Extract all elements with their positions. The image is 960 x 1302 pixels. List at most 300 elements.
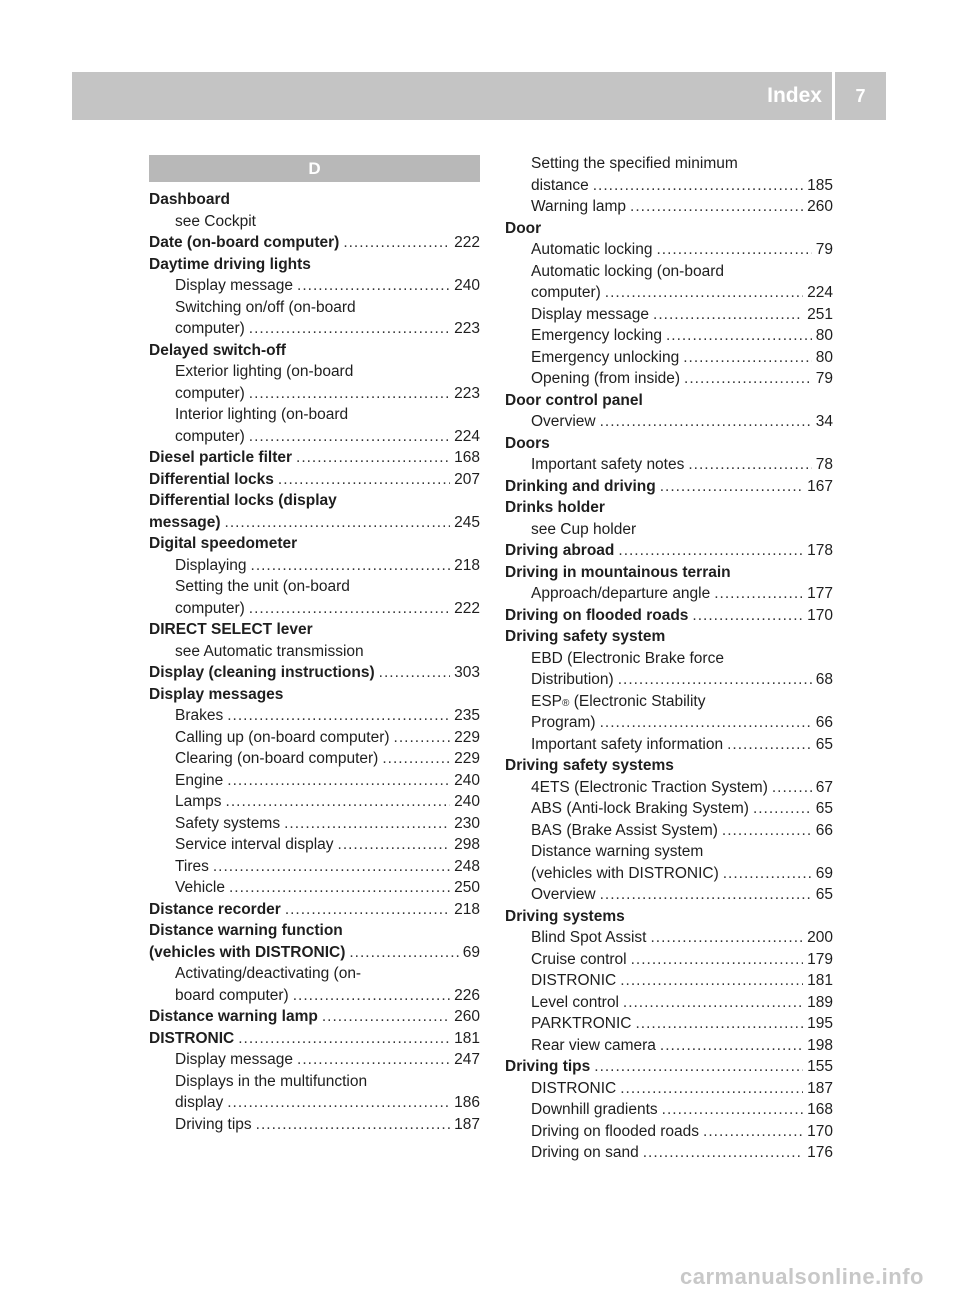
page-reference[interactable]: 176 <box>807 1144 833 1161</box>
index-subentry <box>505 454 833 476</box>
page-reference[interactable]: 229 <box>454 728 480 746</box>
dot-leader <box>297 275 450 297</box>
dot-leader <box>662 1099 803 1121</box>
dot-leader <box>285 899 450 921</box>
index-entry <box>505 562 833 584</box>
index-subentry <box>149 576 480 598</box>
page-reference[interactable]: 65 <box>815 800 833 817</box>
index-subentry <box>505 863 833 885</box>
index-term: Important safety notes <box>531 456 685 473</box>
page-reference[interactable]: 187 <box>807 1079 833 1097</box>
dot-leader <box>251 555 451 577</box>
index-term: display <box>175 1094 224 1111</box>
index-term: ABS (Anti-lock Braking System) <box>531 800 749 817</box>
dot-leader <box>238 1028 450 1050</box>
index-subentry <box>505 841 833 863</box>
dot-leader <box>343 232 450 254</box>
index-term: computer) <box>175 427 245 445</box>
index-term: Driving on flooded roads <box>505 606 689 624</box>
index-entry <box>505 540 833 562</box>
index-term: Setting the unit (on-board <box>175 578 350 595</box>
page-reference[interactable]: 79 <box>815 370 833 387</box>
index-subentry <box>505 884 833 906</box>
index-entry <box>149 942 480 964</box>
index-subentry <box>149 426 480 448</box>
dot-leader <box>227 770 450 792</box>
index-term: computer) <box>531 284 601 301</box>
dot-leader <box>600 884 812 906</box>
index-term: Brakes <box>175 707 224 724</box>
index-column-right <box>505 153 833 1164</box>
index-term: Drinking and driving <box>505 477 656 495</box>
dot-leader <box>727 734 812 756</box>
index-subentry <box>505 970 833 992</box>
page-reference[interactable]: 65 <box>815 886 833 903</box>
index-term: Interior lighting (on-board <box>175 406 349 423</box>
index-subentry <box>149 834 480 856</box>
dot-leader <box>653 304 803 326</box>
section-letter: D <box>149 155 480 182</box>
dot-leader <box>227 1092 450 1114</box>
dot-leader <box>296 447 450 469</box>
index-subentry <box>149 641 480 663</box>
page-reference[interactable]: 298 <box>454 836 480 853</box>
dot-leader <box>293 985 450 1007</box>
index-term: Clearing (on-board computer) <box>175 750 379 767</box>
index-term: Displaying <box>175 556 247 574</box>
index-term: Diesel particle filter <box>149 449 293 466</box>
index-term: message) <box>149 513 221 531</box>
index-subentry <box>149 791 480 813</box>
index-subentry <box>505 669 833 691</box>
page-reference[interactable]: 66 <box>815 821 833 839</box>
dot-leader <box>594 1056 803 1078</box>
page-reference[interactable]: 226 <box>454 986 480 1004</box>
index-entry <box>149 920 480 942</box>
index-subentry <box>149 598 480 620</box>
page-reference[interactable]: 198 <box>807 1036 833 1054</box>
index-term: Daytime driving lights <box>149 255 311 273</box>
index-subentry <box>505 347 833 369</box>
index-subentry <box>505 734 833 756</box>
page-reference[interactable]: 240 <box>454 277 480 294</box>
index-entry <box>149 512 480 534</box>
page-number: 7 <box>855 86 866 106</box>
dot-leader <box>620 970 803 992</box>
index-entry <box>149 619 480 641</box>
index-term: Engine <box>175 771 224 789</box>
index-term: Display message <box>531 305 650 323</box>
index-subentry <box>149 1092 480 1114</box>
dot-leader <box>600 712 812 734</box>
index-term: Driving tips <box>175 1115 252 1133</box>
index-subentry <box>505 239 833 261</box>
dot-leader <box>297 1049 450 1071</box>
index-entry <box>149 1028 480 1050</box>
page-section-title: Index <box>767 84 822 107</box>
page-reference[interactable]: 250 <box>454 879 480 896</box>
index-subentry <box>505 798 833 820</box>
dot-leader <box>213 856 450 878</box>
index-term: PARKTRONIC <box>531 1015 632 1032</box>
dot-leader <box>683 347 812 369</box>
page-reference[interactable]: 69 <box>462 943 480 961</box>
index-subentry <box>149 770 480 792</box>
index-subentry <box>149 297 480 319</box>
watermark: carmanualsonline.info <box>680 1264 924 1289</box>
dot-leader <box>631 949 804 971</box>
dot-leader <box>322 1006 450 1028</box>
index-subentry <box>505 196 833 218</box>
index-subentry <box>149 404 480 426</box>
dot-leader <box>225 512 451 534</box>
index-entry <box>149 899 480 921</box>
index-subentry <box>149 727 480 749</box>
index-term: DISTRONIC <box>149 1029 235 1047</box>
index-term: Distribution) <box>531 671 614 688</box>
dot-leader <box>623 992 803 1014</box>
page-reference[interactable]: 67 <box>815 778 833 796</box>
index-subentry <box>505 992 833 1014</box>
page-reference[interactable]: 223 <box>454 384 480 402</box>
dot-leader <box>692 605 803 627</box>
index-entry <box>505 476 833 498</box>
page-reference[interactable]: 218 <box>454 556 480 574</box>
index-term: Calling up (on-board computer) <box>175 728 390 746</box>
index-subentry <box>505 153 833 175</box>
index-subentry <box>505 583 833 605</box>
page-reference[interactable]: 181 <box>807 972 833 989</box>
index-subentry <box>505 949 833 971</box>
page-reference[interactable]: 187 <box>454 1115 480 1133</box>
index-subentry <box>149 985 480 1007</box>
page-reference[interactable]: 240 <box>454 793 480 810</box>
index-term: Distance warning system <box>531 843 704 860</box>
index-subentry <box>505 927 833 949</box>
page-reference[interactable]: 68 <box>815 671 833 688</box>
index-term: computer) <box>175 320 245 337</box>
index-entry <box>149 469 480 491</box>
index-term: Vehicle <box>175 879 225 896</box>
dot-leader <box>605 282 803 304</box>
index-term: Driving tips <box>505 1058 591 1075</box>
index-subentry <box>149 705 480 727</box>
page-reference[interactable]: 168 <box>454 449 480 466</box>
page-reference[interactable]: 66 <box>815 714 833 731</box>
page-reference[interactable]: 224 <box>454 427 480 445</box>
index-entry <box>505 390 833 412</box>
index-entry <box>149 490 480 512</box>
index-subentry: ESP ® (Electronic Stability <box>505 691 833 713</box>
page-reference[interactable]: 167 <box>807 477 833 495</box>
index-entry <box>505 605 833 627</box>
page-reference[interactable]: 207 <box>454 470 480 488</box>
dot-leader <box>722 820 812 842</box>
index-term: Program) <box>531 714 596 731</box>
index-subentry <box>505 712 833 734</box>
index-subentry <box>149 856 480 878</box>
index-subentry <box>505 777 833 799</box>
index-subentry <box>505 820 833 842</box>
dot-leader <box>643 1142 803 1164</box>
index-term: Tires <box>175 857 209 875</box>
dot-leader <box>618 540 803 562</box>
dot-leader <box>620 1078 803 1100</box>
index-list-left <box>149 189 480 1135</box>
index-entry <box>149 189 480 211</box>
index-subentry <box>505 411 833 433</box>
page-reference[interactable]: 79 <box>815 241 833 258</box>
index-term: Overview <box>531 413 596 430</box>
dot-leader <box>249 383 450 405</box>
index-term: computer) <box>175 384 245 402</box>
dot-leader <box>382 748 450 770</box>
index-subentry <box>149 748 480 770</box>
index-term: Driving in mountainous terrain <box>505 563 731 581</box>
index-term: ESP <box>531 692 563 710</box>
dot-leader <box>684 368 812 390</box>
index-entry <box>505 218 833 240</box>
index-subentry <box>149 211 480 233</box>
index-term: (vehicles with DISTRONIC) <box>149 943 346 961</box>
page-reference[interactable]: 189 <box>807 993 833 1011</box>
index-term: Distance warning function <box>149 922 343 939</box>
page-reference[interactable]: 251 <box>807 305 833 323</box>
index-term: Date (on-board computer) <box>149 234 340 251</box>
index-subentry <box>505 325 833 347</box>
index-term: Important safety information <box>531 735 724 753</box>
page-reference[interactable]: 240 <box>454 771 480 789</box>
index-term: Display messages <box>149 685 284 703</box>
index-subentry <box>149 1071 480 1093</box>
page-reference[interactable]: 34 <box>815 413 833 430</box>
index-term: Differential locks (display <box>149 492 337 509</box>
index-subentry <box>149 275 480 297</box>
dot-leader <box>630 196 803 218</box>
page-reference[interactable]: 181 <box>454 1029 480 1047</box>
index-subentry <box>149 361 480 383</box>
index-term: Dashboard <box>149 191 230 208</box>
index-subentry <box>505 1013 833 1035</box>
index-entry <box>149 254 480 276</box>
index-subentry <box>505 175 833 197</box>
index-term: see Automatic transmission <box>175 642 364 660</box>
index-term: Delayed switch-off <box>149 341 286 359</box>
index-term: Level control <box>531 993 619 1011</box>
dot-leader <box>650 927 803 949</box>
index-term: Driving on flooded roads <box>531 1122 700 1140</box>
index-term: Setting the specified minimum <box>531 155 738 172</box>
dot-leader <box>256 1114 450 1136</box>
index-entry <box>149 662 480 684</box>
page-reference[interactable]: 248 <box>454 857 480 875</box>
index-term: Display message <box>175 277 294 294</box>
index-term: Approach/departure angle <box>531 585 711 602</box>
dot-leader <box>656 239 811 261</box>
index-subentry <box>149 318 480 340</box>
index-entry <box>505 497 833 519</box>
dot-leader <box>660 1035 803 1057</box>
dot-leader <box>618 669 812 691</box>
index-term: Drinks holder <box>505 499 605 516</box>
index-term: distance <box>531 176 589 194</box>
page-reference[interactable]: 218 <box>454 900 480 918</box>
index-term: Differential locks <box>149 470 274 488</box>
index-term: Exterior lighting (on-board <box>175 363 354 380</box>
dot-leader <box>394 727 451 749</box>
index-term: Displays in the multifunction <box>175 1072 368 1090</box>
page-reference[interactable]: 247 <box>454 1051 480 1068</box>
page-reference[interactable]: 170 <box>807 606 833 624</box>
index-term: EBD (Electronic Brake force <box>531 649 724 667</box>
dot-leader <box>723 863 812 885</box>
index-term: Driving systems <box>505 907 625 925</box>
dot-leader <box>226 791 451 813</box>
index-term: see Cup holder <box>531 520 637 538</box>
index-term: Activating/deactivating (on- <box>175 965 362 982</box>
page-reference[interactable]: 260 <box>454 1008 480 1025</box>
index-term: Service interval display <box>175 836 334 853</box>
page-reference[interactable]: 200 <box>807 929 833 946</box>
dot-leader <box>349 942 458 964</box>
index-subentry <box>149 877 480 899</box>
index-entry <box>149 1006 480 1028</box>
page-reference[interactable]: 65 <box>815 735 833 753</box>
index-subentry <box>149 1114 480 1136</box>
dot-leader <box>284 813 450 835</box>
page-reference[interactable]: 170 <box>807 1122 833 1140</box>
dot-leader <box>227 705 450 727</box>
index-subentry <box>149 813 480 835</box>
page-reference[interactable]: 260 <box>807 198 833 215</box>
page-reference[interactable]: 186 <box>454 1094 480 1111</box>
dot-leader <box>772 777 812 799</box>
index-subentry <box>505 519 833 541</box>
dot-leader <box>229 877 450 899</box>
index-subentry <box>505 304 833 326</box>
dot-leader <box>593 175 803 197</box>
index-entry <box>505 626 833 648</box>
index-term: Downhill gradients <box>531 1101 658 1118</box>
index-list-right <box>505 153 833 1164</box>
dot-leader <box>600 411 812 433</box>
page-reference[interactable]: 222 <box>454 234 480 251</box>
page-reference[interactable]: 222 <box>454 599 480 617</box>
page-reference[interactable]: 168 <box>807 1101 833 1118</box>
page-reference[interactable]: 69 <box>815 864 833 882</box>
index-term: BAS (Brake Assist System) <box>531 821 718 839</box>
index-term: Distance recorder <box>149 900 281 918</box>
index-entry <box>505 1056 833 1078</box>
index-term: Driving safety system <box>505 628 666 645</box>
index-subentry <box>505 1035 833 1057</box>
index-subentry <box>505 1099 833 1121</box>
index-term: Door <box>505 219 542 237</box>
dot-leader <box>714 583 803 605</box>
index-term: computer) <box>175 599 245 617</box>
page-reference[interactable]: 178 <box>807 542 833 559</box>
page-reference[interactable]: 230 <box>454 814 480 832</box>
dot-leader <box>635 1013 803 1035</box>
index-term: see Cockpit <box>175 212 256 230</box>
page-reference[interactable]: 177 <box>807 585 833 602</box>
index-term: Automatic locking (on-board <box>531 262 724 280</box>
index-term: DISTRONIC <box>531 972 617 989</box>
page-reference[interactable]: 80 <box>815 348 833 366</box>
index-term: Cruise control <box>531 950 627 968</box>
page-reference[interactable]: 195 <box>807 1015 833 1032</box>
index-subentry <box>149 555 480 577</box>
index-term: Driving safety systems <box>505 757 674 774</box>
index-term: Display (cleaning instructions) <box>149 664 375 681</box>
dot-leader <box>249 598 450 620</box>
index-subentry <box>149 963 480 985</box>
index-term: Blind Spot Assist <box>531 929 647 946</box>
index-term: DISTRONIC <box>531 1079 617 1097</box>
page-reference[interactable]: 303 <box>454 664 480 681</box>
dot-leader <box>688 454 811 476</box>
index-term: Rear view camera <box>531 1036 656 1054</box>
page-reference[interactable]: 245 <box>454 513 480 531</box>
page-reference[interactable]: 179 <box>807 950 833 968</box>
dot-leader <box>338 834 451 856</box>
index-subentry <box>505 648 833 670</box>
index-term: DIRECT SELECT lever <box>149 621 313 638</box>
index-term: Overview <box>531 886 596 903</box>
index-subentry <box>505 1142 833 1164</box>
index-entry <box>505 433 833 455</box>
index-term: Warning lamp <box>531 198 627 215</box>
page-reference[interactable]: 185 <box>807 176 833 194</box>
page-reference[interactable]: 224 <box>807 284 833 301</box>
dot-leader <box>666 325 812 347</box>
index-term: Safety systems <box>175 814 281 832</box>
index-term: Emergency unlocking <box>531 348 680 366</box>
index-term-tail: (Electronic Stability <box>569 692 706 710</box>
index-term: Automatic locking <box>531 241 653 258</box>
index-term: Digital speedometer <box>149 535 298 552</box>
index-entry <box>505 755 833 777</box>
index-term: board computer) <box>175 986 289 1004</box>
index-term: Driving abroad <box>505 542 615 559</box>
page-reference[interactable]: 235 <box>454 707 480 724</box>
index-subentry <box>505 1121 833 1143</box>
page-reference[interactable]: 78 <box>815 456 833 473</box>
index-subentry <box>149 383 480 405</box>
index-entry <box>149 533 480 555</box>
dot-leader <box>249 426 450 448</box>
index-subentry <box>149 1049 480 1071</box>
dot-leader <box>278 469 450 491</box>
index-column-left <box>149 155 480 1135</box>
page-reference[interactable]: 155 <box>807 1058 833 1075</box>
index-term: Switching on/off (on-board <box>175 298 356 316</box>
index-term: Lamps <box>175 793 222 810</box>
dot-leader <box>753 798 812 820</box>
index-subentry <box>505 1078 833 1100</box>
dot-leader <box>703 1121 803 1143</box>
index-term: Doors <box>505 434 550 452</box>
index-entry <box>149 232 480 254</box>
index-term: (vehicles with DISTRONIC) <box>531 864 719 882</box>
index-subentry <box>505 261 833 283</box>
index-term: Distance warning lamp <box>149 1008 318 1025</box>
page-reference[interactable]: 223 <box>454 320 480 337</box>
index-entry <box>505 906 833 928</box>
page-reference[interactable]: 229 <box>454 750 480 767</box>
index-term: Driving on sand <box>531 1144 639 1161</box>
page-reference[interactable]: 80 <box>815 327 833 344</box>
